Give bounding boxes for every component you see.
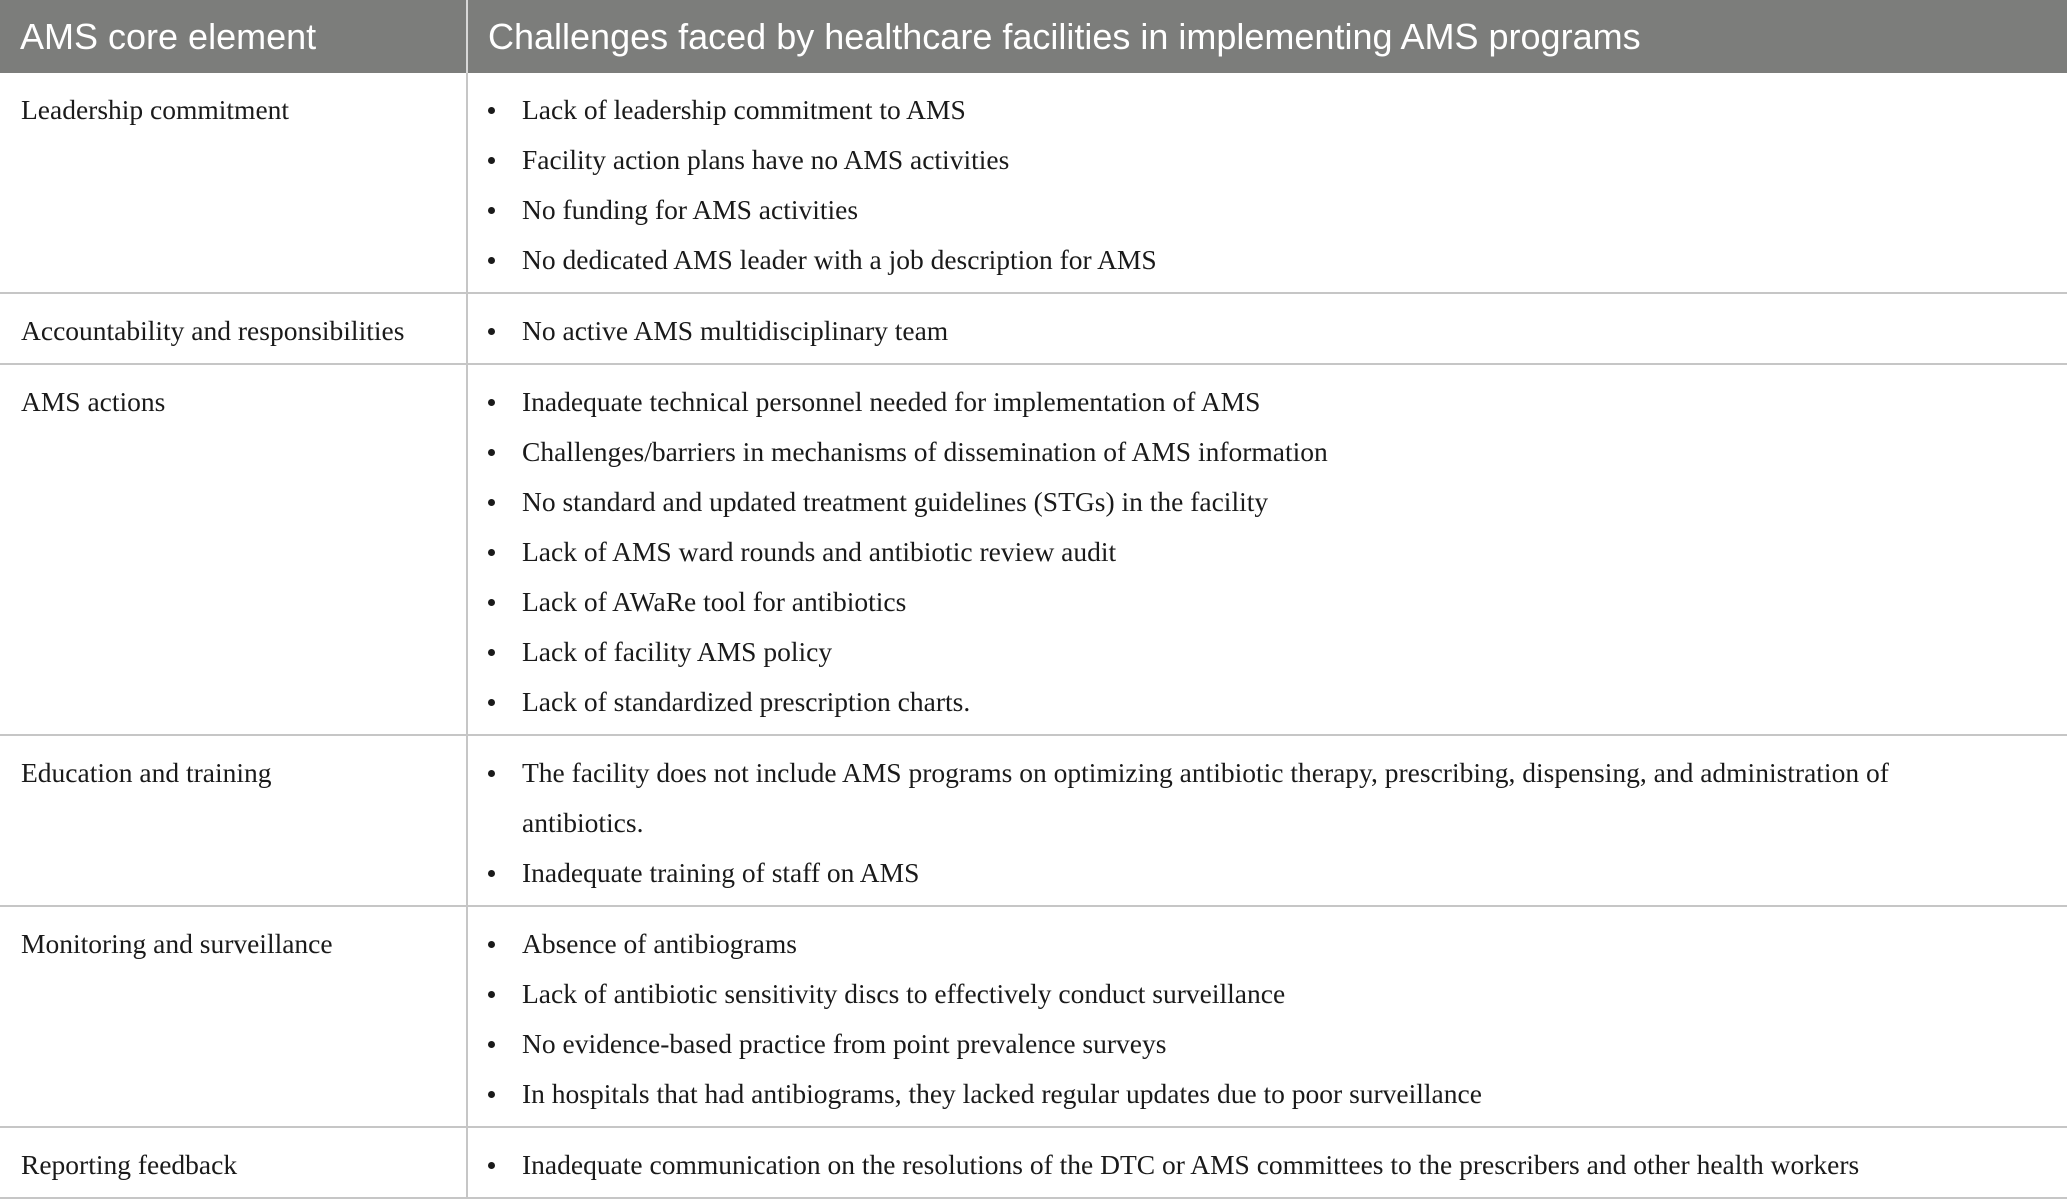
challenge-text: Inadequate communication on the resolutions of the DTC or AMS committees to the prescribers and other health workers bbox=[522, 1149, 1860, 1180]
list-item bbox=[468, 235, 1937, 285]
core-element-cell: Education and training bbox=[0, 735, 467, 906]
challenge-text: No dedicated AMS leader with a job description for AMS bbox=[522, 244, 1157, 275]
challenge-text: No active AMS multidisciplinary team bbox=[522, 315, 949, 346]
bullet-icon bbox=[488, 1162, 495, 1169]
challenges-cell bbox=[467, 1127, 2067, 1198]
bullet-icon bbox=[488, 699, 495, 706]
list-item bbox=[468, 1069, 1937, 1119]
challenge-text: Challenges/barriers in mechanisms of dissemination of AMS information bbox=[522, 436, 1328, 467]
header-ams-core-element: AMS core element bbox=[0, 0, 467, 73]
list-item bbox=[468, 306, 1937, 356]
bullet-icon bbox=[488, 549, 495, 556]
challenge-text: Facility action plans have no AMS activities bbox=[522, 144, 1010, 175]
challenge-text: No funding for AMS activities bbox=[522, 194, 859, 225]
bullet-icon bbox=[488, 941, 495, 948]
challenge-list bbox=[468, 377, 1937, 727]
list-item bbox=[468, 919, 1937, 969]
list-item bbox=[468, 969, 1937, 1019]
core-element-cell: Monitoring and surveillance bbox=[0, 906, 467, 1127]
challenge-text: The facility does not include AMS programs on optimizing antibiotic therapy, prescribing, dispensing, and administration of antibiotics. bbox=[522, 757, 1889, 838]
challenges-cell bbox=[467, 735, 2067, 906]
bullet-icon bbox=[488, 449, 495, 456]
challenge-text: Absence of antibiograms bbox=[522, 928, 797, 959]
list-item bbox=[468, 477, 1937, 527]
table-row bbox=[0, 293, 2067, 364]
bullet-icon bbox=[488, 870, 495, 877]
challenges-cell bbox=[467, 293, 2067, 364]
header-row bbox=[0, 0, 2067, 73]
list-item bbox=[468, 527, 1937, 577]
list-item bbox=[468, 677, 1937, 727]
list-item bbox=[468, 1140, 1937, 1190]
list-item bbox=[468, 377, 1937, 427]
table-body bbox=[0, 73, 2067, 1198]
core-element-cell: Reporting feedback bbox=[0, 1127, 467, 1198]
challenges-cell bbox=[467, 906, 2067, 1127]
core-element-cell: Leadership commitment bbox=[0, 73, 467, 293]
bullet-icon bbox=[488, 107, 495, 114]
table-row bbox=[0, 73, 2067, 293]
challenge-list bbox=[468, 306, 1937, 356]
challenges-cell bbox=[467, 364, 2067, 735]
challenge-text: Lack of antibiotic sensitivity discs to effectively conduct surveillance bbox=[522, 978, 1286, 1009]
challenge-text: No standard and updated treatment guidelines (STGs) in the facility bbox=[522, 486, 1269, 517]
challenge-text: No evidence-based practice from point prevalence surveys bbox=[522, 1028, 1167, 1059]
table-row bbox=[0, 735, 2067, 906]
core-element-cell: Accountability and responsibilities bbox=[0, 293, 467, 364]
list-item bbox=[468, 627, 1937, 677]
list-item bbox=[468, 748, 1937, 848]
challenges-cell bbox=[467, 73, 2067, 293]
list-item bbox=[468, 135, 1937, 185]
challenge-text: Lack of AMS ward rounds and antibiotic review audit bbox=[522, 536, 1117, 567]
header-challenges: Challenges faced by healthcare facilities in implementing AMS programs bbox=[467, 0, 2067, 73]
core-element-cell: AMS actions bbox=[0, 364, 467, 735]
table-header bbox=[0, 0, 2067, 73]
challenge-list bbox=[468, 919, 1937, 1119]
table-row bbox=[0, 1127, 2067, 1198]
challenge-text: Lack of leadership commitment to AMS bbox=[522, 94, 966, 125]
bullet-icon bbox=[488, 157, 495, 164]
challenge-text: Lack of facility AMS policy bbox=[522, 636, 833, 667]
bullet-icon bbox=[488, 499, 495, 506]
bullet-icon bbox=[488, 1041, 495, 1048]
challenge-list bbox=[468, 1140, 1937, 1190]
table-row bbox=[0, 364, 2067, 735]
list-item bbox=[468, 85, 1937, 135]
challenge-text: Lack of AWaRe tool for antibiotics bbox=[522, 586, 907, 617]
challenge-text: Lack of standardized prescription charts. bbox=[522, 686, 971, 717]
bullet-icon bbox=[488, 770, 495, 777]
bullet-icon bbox=[488, 257, 495, 264]
challenge-text: Inadequate technical personnel needed for implementation of AMS bbox=[522, 386, 1261, 417]
list-item bbox=[468, 185, 1937, 235]
list-item bbox=[468, 427, 1937, 477]
challenge-list bbox=[468, 85, 1937, 285]
challenge-list bbox=[468, 748, 1937, 898]
challenge-text: In hospitals that had antibiograms, they lacked regular updates due to poor surveillance bbox=[522, 1078, 1482, 1109]
bullet-icon bbox=[488, 207, 495, 214]
bullet-icon bbox=[488, 599, 495, 606]
bullet-icon bbox=[488, 991, 495, 998]
bullet-icon bbox=[488, 328, 495, 335]
list-item bbox=[468, 848, 1937, 898]
bullet-icon bbox=[488, 1091, 495, 1098]
table-row bbox=[0, 906, 2067, 1127]
list-item bbox=[468, 577, 1937, 627]
bullet-icon bbox=[488, 399, 495, 406]
list-item bbox=[468, 1019, 1937, 1069]
bullet-icon bbox=[488, 649, 495, 656]
challenge-text: Inadequate training of staff on AMS bbox=[522, 857, 920, 888]
